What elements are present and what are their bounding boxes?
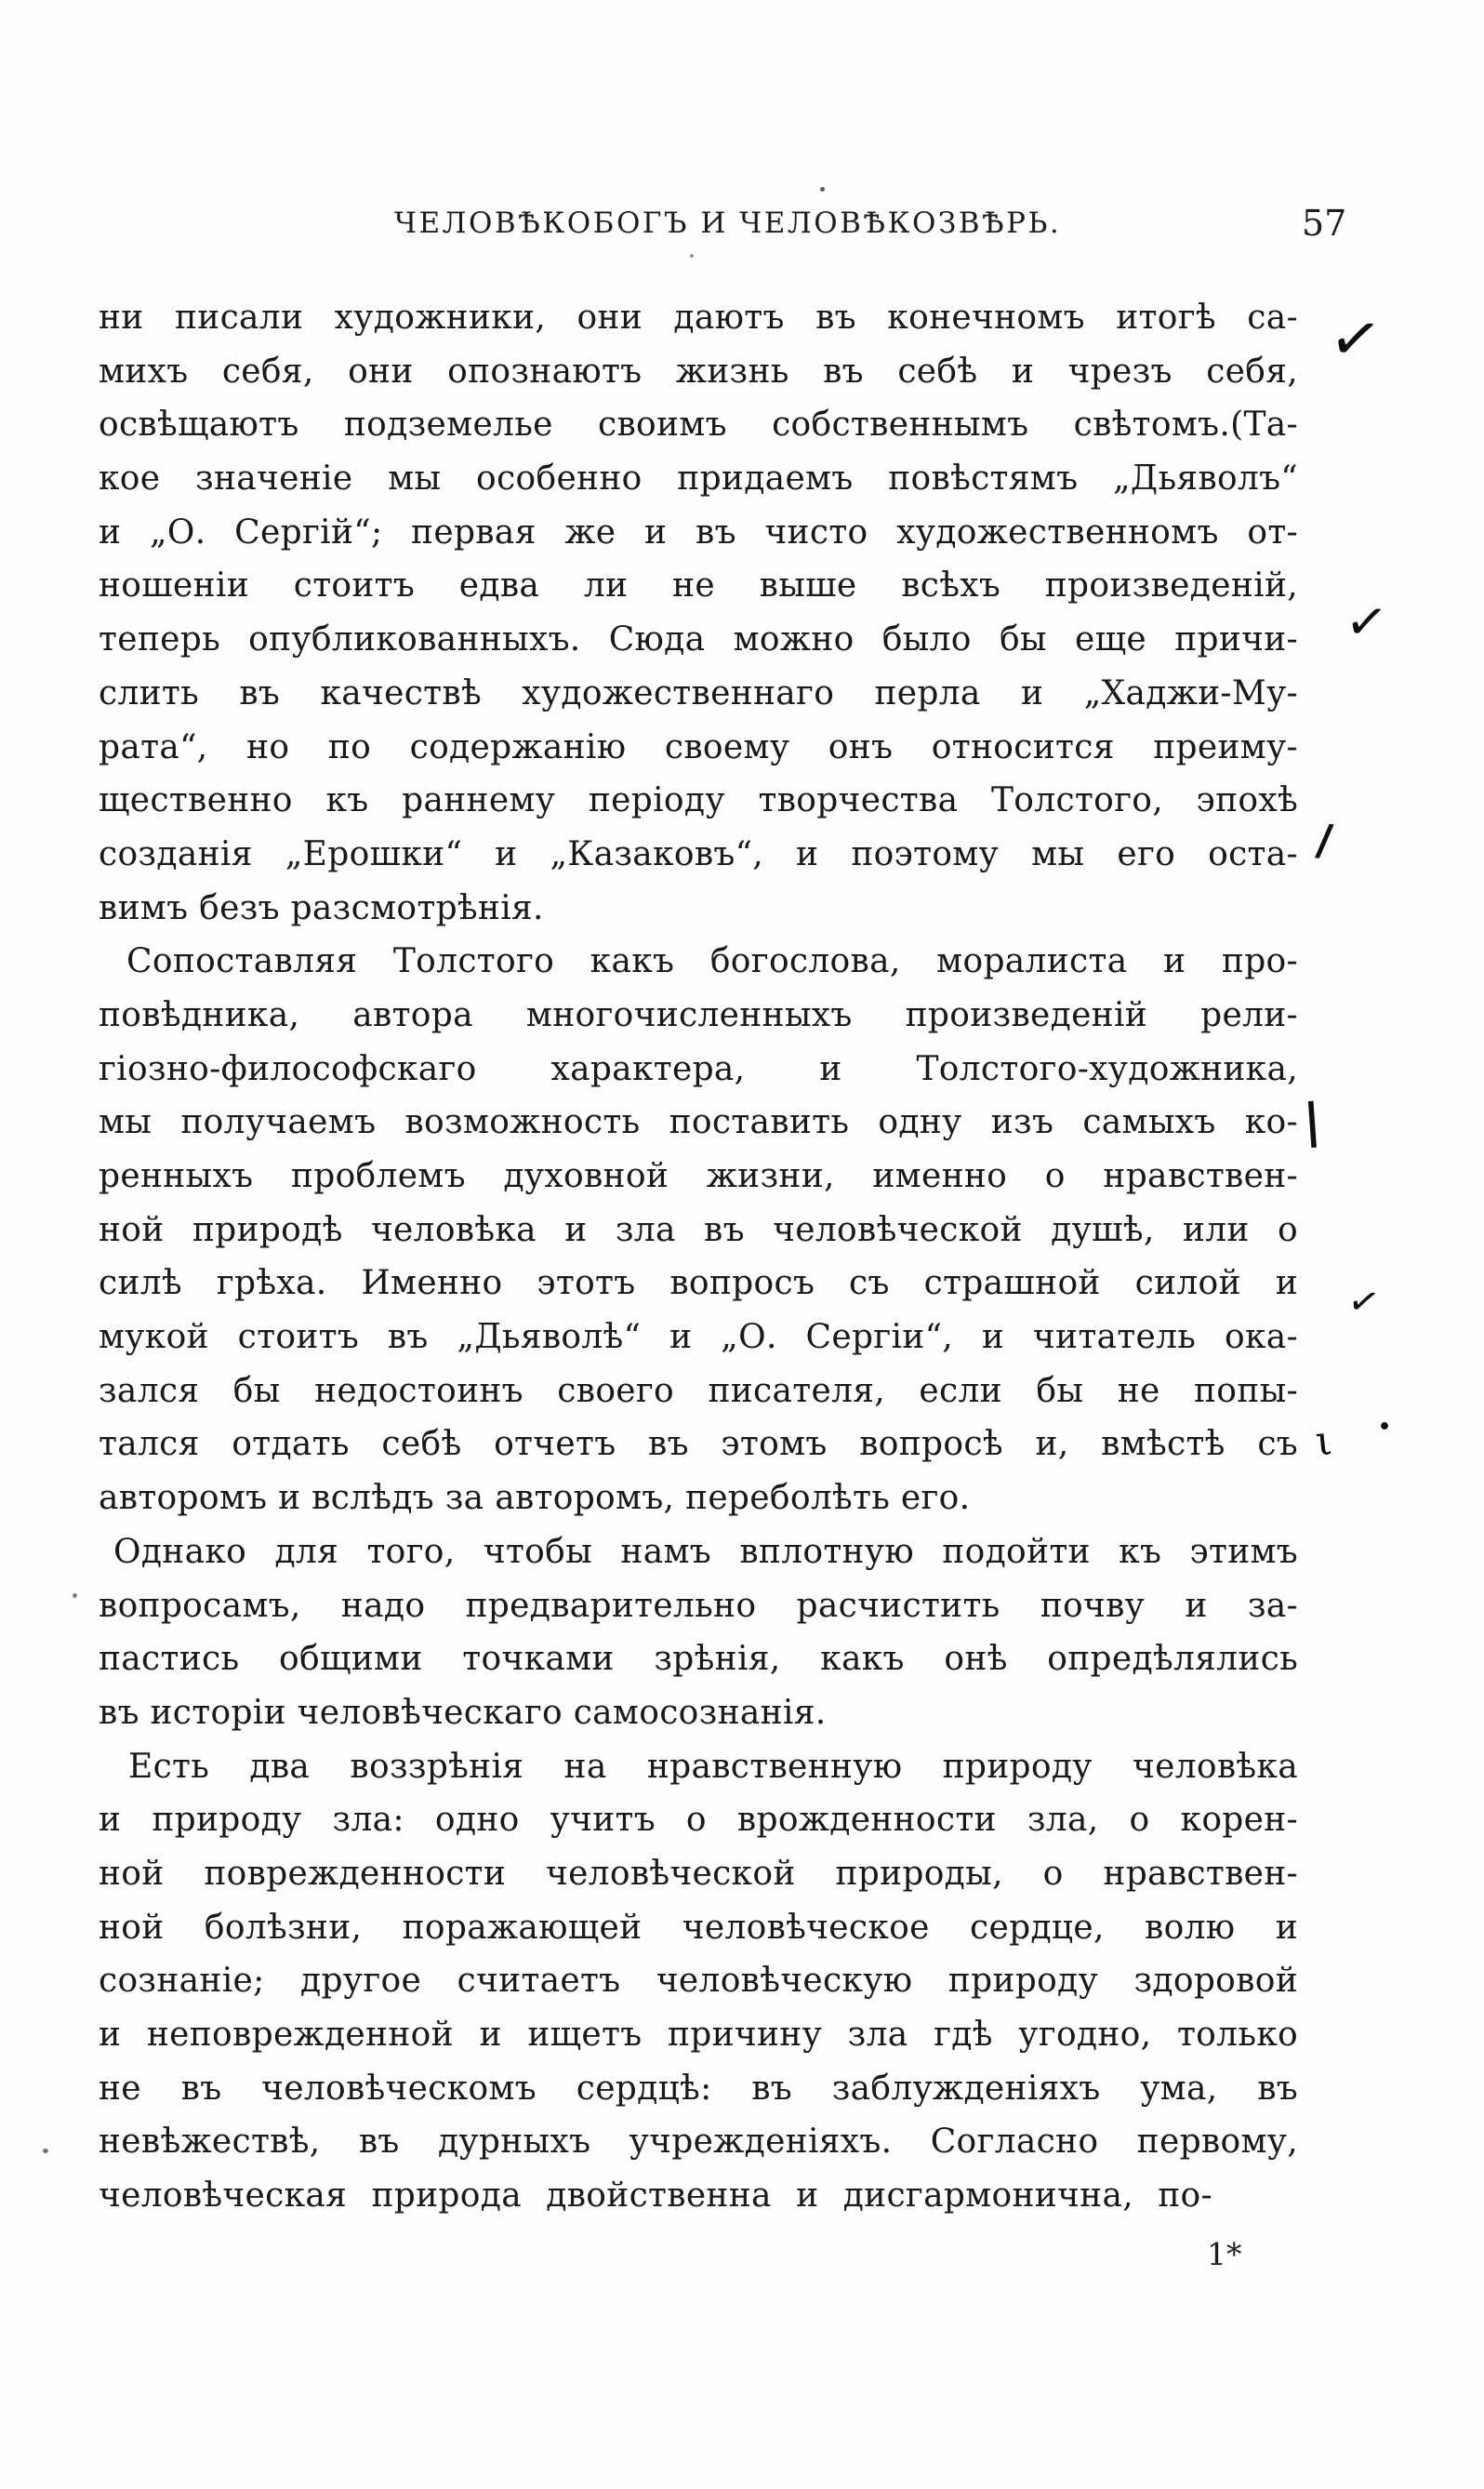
- ink-speck: [73, 1593, 77, 1598]
- text-block: [99, 291, 1298, 2223]
- text-line: Однако для того, чтобы намъ вплотную подойти къ этимъ: [113, 1532, 1298, 1571]
- text-line: созданія „Ерошки“ и „Казаковъ“, и поэтому мы его оста-: [99, 834, 1298, 873]
- text-line: мы получаемъ возможность поставить одну изъ самыхъ ко-: [99, 1103, 1298, 1142]
- text-line: кое значеніе мы особенно придаемъ повѣстямъ „Дьяволъ“: [99, 459, 1298, 499]
- text-line: Сопоставляя Толстого какъ богослова, моралиста и про-: [126, 942, 1298, 981]
- paragraph: [99, 935, 1298, 1525]
- text-line: вопросамъ, надо предварительно расчистить почву и за-: [99, 1586, 1298, 1625]
- text-line: тался отдать себѣ отчетъ въ этомъ вопросѣ и, вмѣстѣ съ: [99, 1425, 1298, 1464]
- text-line: пастись общими точками зрѣнія, какъ онѣ опредѣлялись: [99, 1640, 1298, 1679]
- margin-ink-dot-icon: •: [1378, 1416, 1392, 1439]
- ink-speck: [690, 254, 694, 258]
- margin-bar-mark-icon: |: [1301, 1093, 1323, 1149]
- margin-slash-mark-icon: /: [1314, 814, 1335, 866]
- margin-small-checkmark-icon: ✓: [1344, 1278, 1384, 1326]
- ink-speck: [820, 187, 825, 192]
- paragraph: [99, 1740, 1298, 2223]
- text-line: не въ человѣческомъ сердцѣ: въ заблужденіяхъ ума, въ: [99, 2069, 1298, 2108]
- text-line: авторомъ и вслѣдъ за авторомъ, переболѣть его.: [99, 1479, 971, 1518]
- text-line: мукой стоитъ въ „Дьяволѣ“ и „О. Сергіи“, и читатель ока-: [99, 1318, 1298, 1357]
- text-line: и природу зла: одно учитъ о врожденности зла, о корен-: [99, 1801, 1298, 1840]
- paragraph: [99, 1525, 1298, 1740]
- text-line: рата“, но по содержанію своему онъ относится преиму-: [99, 727, 1298, 766]
- text-line: освѣщаютъ подземелье своимъ собственнымъ свѣтомъ.(Та-: [99, 406, 1298, 445]
- margin-checkmark-icon: ✓: [1342, 590, 1391, 654]
- text-line: повѣдника, автора многочисленныхъ произведеній рели-: [99, 995, 1298, 1034]
- text-line: гіозно-философскаго характера, и Толстого-художника,: [99, 1049, 1298, 1088]
- running-header-title: ЧЕЛОВѢКОБОГЪ И ЧЕЛОВѢКОЗВѢРЬ.: [394, 206, 1062, 240]
- text-line: щественно къ раннему періоду творчества Толстого, эпохѣ: [99, 781, 1298, 820]
- signature-mark: 1*: [1207, 2236, 1242, 2272]
- text-line: человѣческая природа двойственна и дисгармонична, по-: [99, 2176, 1212, 2216]
- text-line: силѣ грѣха. Именно этотъ вопросъ съ страшной силой и: [99, 1264, 1298, 1303]
- text-line: сознаніе; другое считаетъ человѣческую природу здоровой: [99, 1962, 1298, 2001]
- paragraph: [99, 291, 1298, 935]
- text-line: и „О. Сергій“; первая же и въ чисто художественномъ от-: [99, 512, 1298, 552]
- page-number: 57: [1302, 203, 1347, 244]
- margin-pen-stroke-icon: ι: [1313, 1417, 1334, 1466]
- text-line: ной поврежденности человѣческой природы, о нравствен-: [99, 1854, 1298, 1893]
- text-line: ренныхъ проблемъ духовной жизни, именно о нравствен-: [99, 1157, 1298, 1195]
- text-line: Есть два воззрѣнія на нравственную природу человѣка: [128, 1747, 1298, 1786]
- text-line: въ исторіи человѣческаго самосознанія.: [99, 1693, 827, 1732]
- text-line: михъ себя, они опознаютъ жизнь въ себѣ и чрезъ себя,: [99, 352, 1298, 391]
- text-line: вимъ безъ разсмотрѣнія.: [99, 888, 544, 927]
- text-line: невѣжествѣ, въ дурныхъ учрежденіяхъ. Согласно первому,: [99, 2123, 1298, 2162]
- text-line: ной болѣзни, поражающей человѣческое сердце, волю и: [99, 1908, 1298, 1947]
- text-line: слить въ качествѣ художественнаго перла и „Хаджи-Му-: [99, 673, 1298, 712]
- text-line: зался бы недостоинъ своего писателя, если бы не попы-: [99, 1371, 1298, 1410]
- ink-speck: [43, 2149, 48, 2153]
- text-line: теперь опубликованныхъ. Сюда можно было бы еще причи-: [99, 620, 1298, 659]
- text-line: ношеніи стоитъ едва ли не выше всѣхъ произведеній,: [99, 566, 1298, 606]
- margin-checkmark-icon: ✓: [1324, 299, 1387, 379]
- text-line: и неповрежденной и ищетъ причину зла гдѣ угодно, только: [99, 2016, 1298, 2054]
- text-line: ной природѣ человѣка и зла въ человѣческой душѣ, или о: [99, 1210, 1298, 1249]
- text-line: ни писали художники, они даютъ въ конечномъ итогѣ са-: [99, 299, 1298, 337]
